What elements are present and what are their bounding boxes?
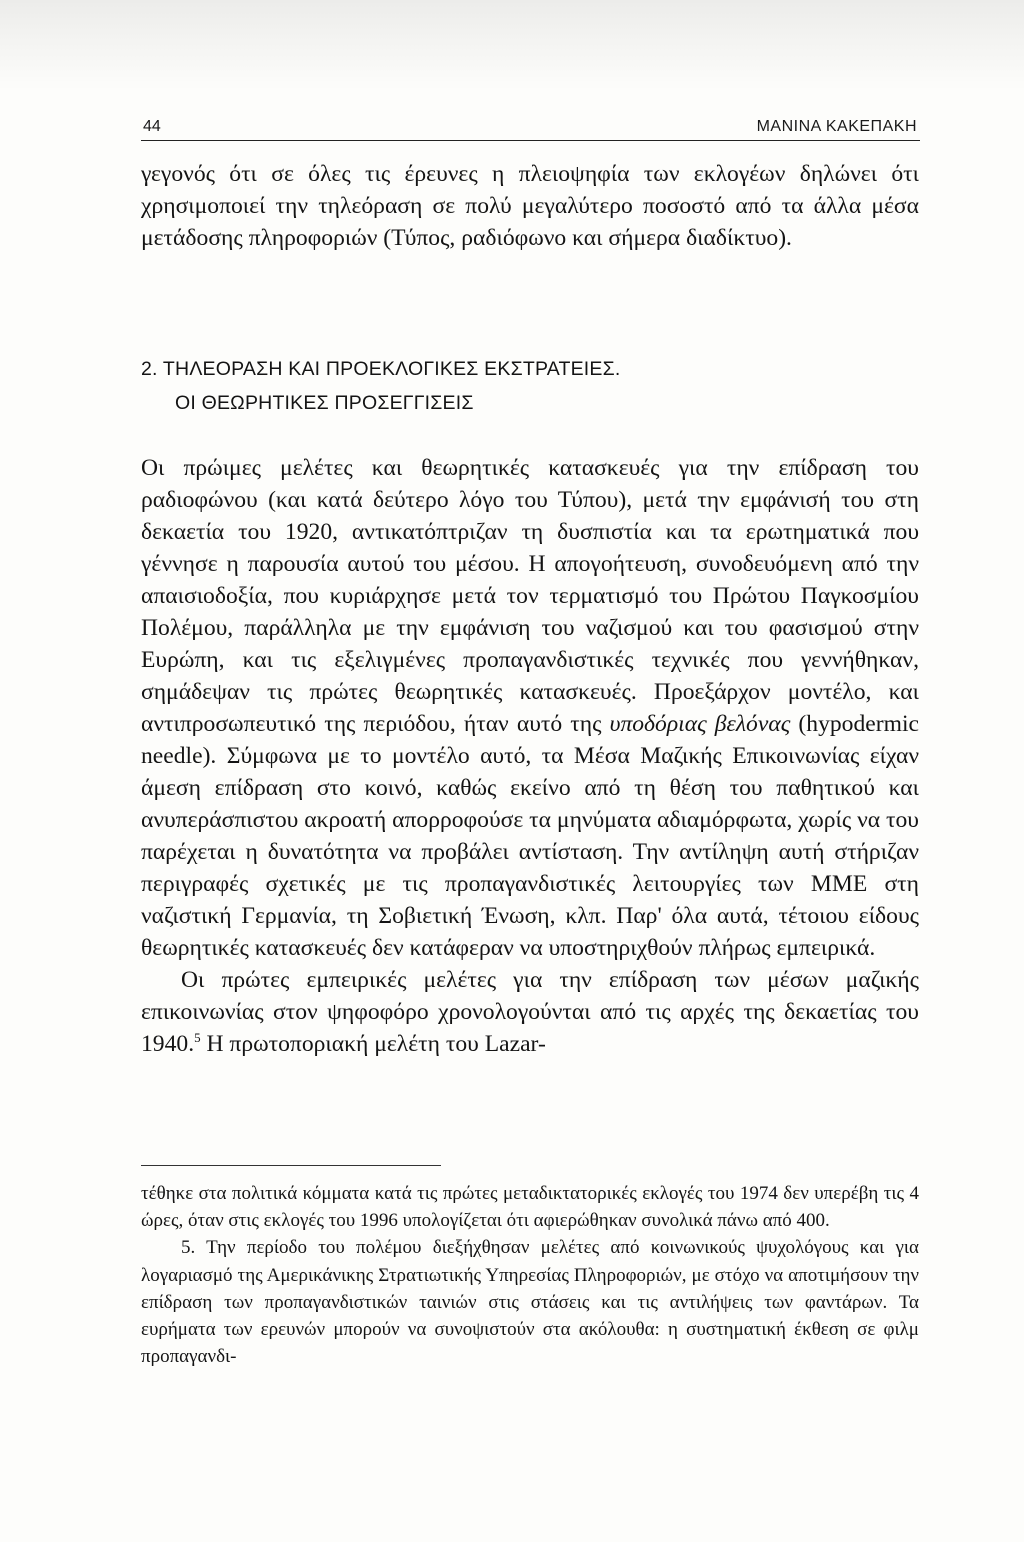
section-heading-subtitle: ΟΙ ΘΕΩΡΗΤΙΚΕΣ ΠΡΟΣΕΓΓΙΣΕΙΣ xyxy=(175,392,474,414)
section-heading-title: 2. ΤΗΛΕΟΡΑΣΗ ΚΑΙ ΠΡΟΕΚΛΟΓΙΚΕΣ ΕΚΣΤΡΑΤΕΙΕΣ. xyxy=(141,358,621,380)
intro-block xyxy=(141,158,919,254)
page-number: 44 xyxy=(143,118,161,135)
paragraph-1 xyxy=(141,452,919,964)
paragraph-1-text-a: Οι πρώιμες μελέτες και θεωρητικές κατασκευές για την επίδραση του ραδιοφώνου (και κατά δεύτερο λόγο του Τύπου), μετά την εμφάνισή του στη δεκαετία του 1920, αντικατόπτριζαν τη δυσπιστία και τα ερωτηματικά που γέννησε η παρουσία αυτού του μέσου. Η απογοήτευση, συνοδευόμενη από την απαισιοδοξία, που κυριάρχησε μετά τον τερματισμό του Πρώτου Παγκοσμίου Πολέμου, παράλληλα με την εμφάνιση του ναζισμού και του φασισμού στην Ευρώπη, και τις εξελιγμένες προπαγανδιστικές τεχνικές που γεννήθηκαν, σημάδεψαν τις πρώτες θεωρητικές κατασκευές. Προεξάρχον μοντέλο, και αντιπροσωπευτικό της περιόδου, ήταν αυτό της xyxy=(141,455,919,737)
intro-paragraph: γεγονός ότι σε όλες τις έρευνες η πλειοψηφία των εκλογέων δηλώνει ότι χρησιμοποιεί την τηλεόραση σε πολύ μεγαλύτερο ποσοστό από τα άλλα μέσα μετάδοσης πληροφοριών (Τύπος, ραδιόφωνο και σήμερα διαδίκτυο). xyxy=(141,161,919,251)
paragraph-1-text-b: (hypodermic needle). Σύμφωνα με το μοντέλο αυτό, τα Μέσα Μαζικής Επικοινωνίας είχαν άμεση επίδραση στο κοινό, καθώς εκείνο από τη θέση του παθητικού και ανυπεράσπιστου ακροατή απορροφούσε τα μηνύματα αδιαμόρφωτα, χωρίς να του παρέχεται η δυνατότητα να προβάλει αντίσταση. Την αντίληψη αυτή στήριζαν περιγραφές σχετικές με τις προπαγανδιστικές λειτουργίες των ΜΜΕ στη ναζιστική Γερμανία, τη Σοβιετική Ένωση, κλπ. Παρ' όλα αυτά, τέτοιου είδους θεωρητικές κατασκευές δεν κατάφεραν να υποστηριχθούν πλήρως εμπειρικά. xyxy=(141,711,919,961)
footnotes xyxy=(141,1180,919,1370)
section-heading xyxy=(141,352,919,420)
paragraph-1-italic-term: υποδόριας βελόνας xyxy=(609,711,791,737)
paragraph-2-text-b: Η πρωτοποριακή μελέτη του Lazar- xyxy=(206,1031,546,1057)
footnote-reference: 5 xyxy=(194,1030,201,1045)
footnote-continuation: τέθηκε στα πολιτικά κόμματα κατά τις πρώτες μεταδικτατορικές εκλογές του 1974 δεν υπερέβη τις 4 ώρες, όταν στις εκλογές του 1996 υπολογίζεται ότι αφιερώθηκαν συνολικά πάνω από 400. xyxy=(141,1183,919,1232)
header-rule xyxy=(141,140,920,141)
paragraph-2-text-a: Οι πρώτες εμπειρικές μελέτες για την επίδραση των μέσων μαζικής επικοινωνίας στον ψηφοφόρο χρονολογούνται από τις αρχές της δεκαετίας του 1940. xyxy=(141,967,919,1057)
running-head xyxy=(141,116,919,142)
running-head-author: ΜΑΝΙΝΑ ΚΑΚΕΠΑΚΗ xyxy=(756,118,917,135)
footnote-5: 5. Την περίοδο του πολέμου διεξήχθησαν μελέτες από κοινωνικούς ψυχολόγους και για λογαριασμό της Αμερικάνικης Στρατιωτικής Υπηρεσίας Πληροφοριών, με στόχο να αποτιμήσουν την επίδραση των προπαγανδιστικών ταινιών στις στάσεις και τις αντιλήψεις των φαντάρων. Τα ευρήματα των ερευνών μπορούν να συνοψιστούν στα ακόλουθα: η συστηματική έκθεση σε φιλμ προπαγανδι- xyxy=(141,1237,919,1368)
footnote-rule xyxy=(141,1165,441,1166)
main-text xyxy=(141,452,919,1060)
paragraph-2 xyxy=(141,964,919,1060)
